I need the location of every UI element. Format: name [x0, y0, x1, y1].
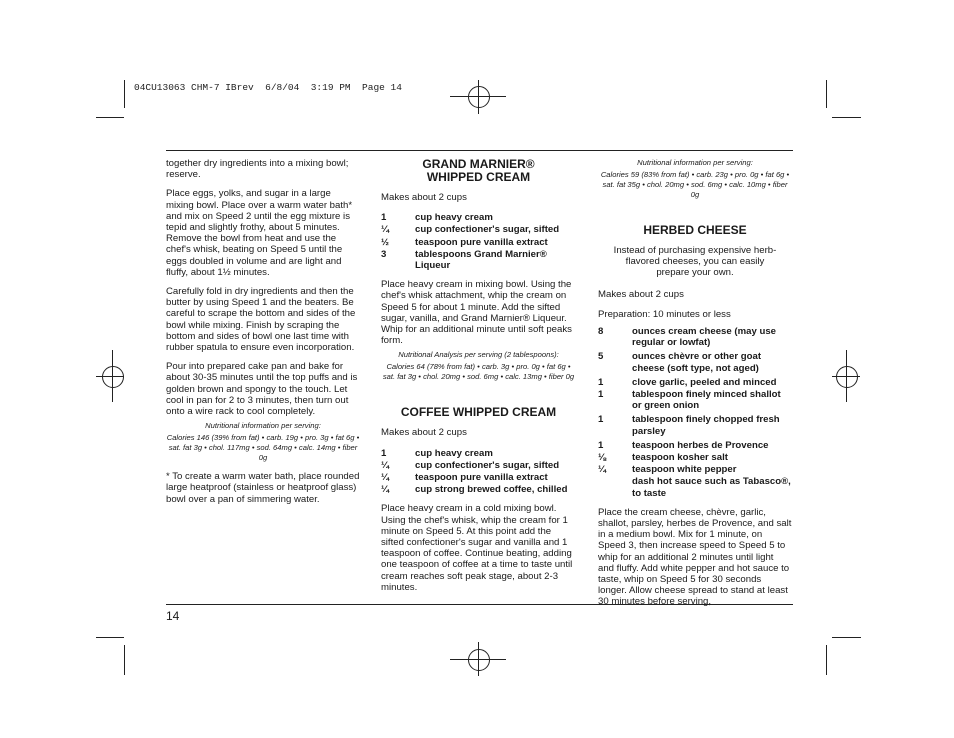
- recipe-method: Place heavy cream in a cold mixing bowl. Using the chef's whisk, whip the cream for 1 minute on Speed 5. At this point add the sifted confectioner's sugar and vanilla and 1 teaspoon of coffee. Continue beating, adding one teaspoon of coffee at a time to taste until cream reaches soft peak stage, about 2-3 minutes.: [381, 503, 573, 593]
- recipe-title: GRAND MARNIER® WHIPPED CREAM: [422, 157, 535, 184]
- ingredient: 3 tablespoons Grand Marnier® Liqueur: [381, 248, 547, 272]
- paragraph: together dry ingredients into a mixing bowl; reserve.: [166, 158, 349, 181]
- crop-mark: [826, 645, 827, 675]
- recipe-yield: Makes about 2 cups: [381, 192, 467, 203]
- ingredient: ¼ cup confectioner's sugar, sifted: [381, 459, 560, 471]
- nutrition-info: Calories 59 (83% from fat) • carb. 23g • pro. 0g • fat 6g • sat. fat 35g • chol. 20mg • sod. 6mg • calc. 10mg • fiber 0g: [600, 170, 790, 199]
- paragraph: Carefully fold in dry ingredients and then the butter by using Speed 1 and the beaters. Be careful to scrape the bottom and sides of the bowl while mixing. Finish by scraping the bottom and sides of bowl one last time with rubber spatula to ensure even incorporation.: [166, 286, 356, 354]
- ingredient: 1 cup heavy cream: [381, 212, 493, 224]
- ingredient: ¼ teaspoon white pepper: [598, 464, 737, 476]
- ingredient: 8 ounces cream cheese (may use regular or lowfat): [598, 326, 776, 349]
- print-slug: 04CU13063 CHM-7 IBrev 6/8/04 3:19 PM Page 14: [134, 82, 402, 93]
- registration-line: [478, 642, 479, 676]
- ingredient: 1 teaspoon herbes de Provence: [598, 439, 769, 451]
- nutrition-heading: Nutritional information per serving:: [637, 158, 753, 167]
- registration-mark: [836, 366, 858, 388]
- crop-mark: [832, 637, 861, 638]
- column-1: [166, 158, 360, 513]
- recipe-method: Place heavy cream in mixing bowl. Using the chef's whisk attachment, whip the cream on Speed 5 for about 1 minute. Add the sifted sugar, vanilla, and Grand Marnier® Liqueur. Whip for an additional minute until soft peaks form.: [381, 279, 572, 347]
- ingredient: ¼ cup confectioner's sugar, sifted: [381, 224, 560, 236]
- ingredient-list: [381, 212, 576, 271]
- ingredient: ¼ teaspoon pure vanilla extract: [381, 472, 548, 484]
- nutrition-heading: Nutritional Analysis per serving (2 tablespoons):: [398, 350, 559, 360]
- crop-mark: [96, 637, 124, 638]
- crop-mark: [832, 117, 861, 118]
- crop-mark: [124, 645, 125, 675]
- ingredient: 1 cup heavy cream: [381, 447, 493, 459]
- paragraph: Place eggs, yolks, and sugar in a large mixing bowl. Place over a warm water bath* and mix on Speed 2 until the egg mixture is tepid and slightly frothy, about 5 minutes. Remove the bowl from heat and use the chef's whisk, beating on Speed 5 until the eggs doubled in volume and are light and fluffy, about 1½ minutes.: [166, 188, 353, 278]
- registration-mark: [102, 366, 124, 388]
- registration-line: [846, 350, 847, 402]
- ingredient: dash hot sauce such as Tabasco®, to taste: [632, 476, 791, 499]
- registration-line: [96, 376, 124, 377]
- paragraph: Pour into prepared cake pan and bake for about 30-35 minutes until the top puffs and is golden brown and spongy to the touch. Let cool in pan for 2 to 3 minutes, then turn out onto a wire rack to cool completely.: [166, 361, 358, 418]
- ingredient-list: [598, 326, 792, 499]
- footnote: * To create a warm water bath, place rounded large heatproof (stainless or heatproof glass) bowl over a pan of simmering water.: [166, 471, 360, 505]
- ingredient: 1 clove garlic, peeled and minced: [598, 376, 777, 388]
- recipe-title: HERBED CHEESE: [643, 223, 747, 237]
- recipe-yield: Makes about 2 cups: [381, 427, 467, 439]
- crop-mark: [124, 80, 125, 108]
- ingredient: 5 ounces chèvre or other goat cheese (soft type, not aged): [598, 351, 762, 374]
- top-rule: [166, 150, 793, 151]
- crop-mark: [826, 80, 827, 108]
- ingredient: 1 tablespoon finely minced shallot or green onion: [598, 389, 781, 412]
- column-2: [381, 158, 576, 601]
- registration-mark: [468, 649, 490, 671]
- page-number: 14: [166, 609, 180, 623]
- crop-mark: [96, 117, 124, 118]
- recipe-intro: Instead of purchasing expensive herb-flavored cheeses, you can easily prepare your own.: [613, 245, 777, 279]
- ingredient: ½ teaspoon pure vanilla extract: [381, 236, 548, 248]
- registration-line: [112, 350, 113, 402]
- recipe-method: Place the cream cheese, chèvre, garlic, shallot, parsley, herbes de Provence, and salt in a medium bowl. Mix for 1 minute, on Speed 3, then increase speed to Speed 5 to whip for an additional 2 minutes until light and fluffy. Add white pepper and hot sauce to taste, whip on Speed 5 for 30 seconds longer. Allow cheese spread to stand at least 30 minutes before serving,: [598, 506, 792, 608]
- recipe-yield: Makes about 2 cups: [598, 288, 684, 300]
- registration-line: [478, 80, 479, 114]
- recipe-prep-time: Preparation: 10 minutes or less: [598, 308, 731, 320]
- nutrition-heading: Nutritional information per serving:: [205, 421, 321, 431]
- nutrition-info: Calories 64 (78% from fat) • carb. 3g • pro. 0g • fat 6g • sat. fat 3g • chol. 20mg • sod. 6mg • calc. 13mg • fiber 0g: [382, 362, 575, 382]
- recipe-title: COFFEE WHIPPED CREAM: [400, 405, 557, 420]
- registration-mark: [468, 86, 490, 108]
- column-3: [598, 158, 792, 616]
- ingredient: 1 tablespoon finely chopped fresh parsley: [598, 414, 780, 437]
- nutrition-info: Calories 146 (39% from fat) • carb. 19g • pro. 3g • fat 6g • sat. fat 3g • chol. 117mg • sod. 64mg • calc. 14mg • fiber 0g: [166, 433, 360, 463]
- ingredient-list: [381, 448, 576, 496]
- ingredient: ⅛ teaspoon kosher salt: [598, 452, 728, 464]
- ingredient: ¼ cup strong brewed coffee, chilled: [381, 484, 568, 496]
